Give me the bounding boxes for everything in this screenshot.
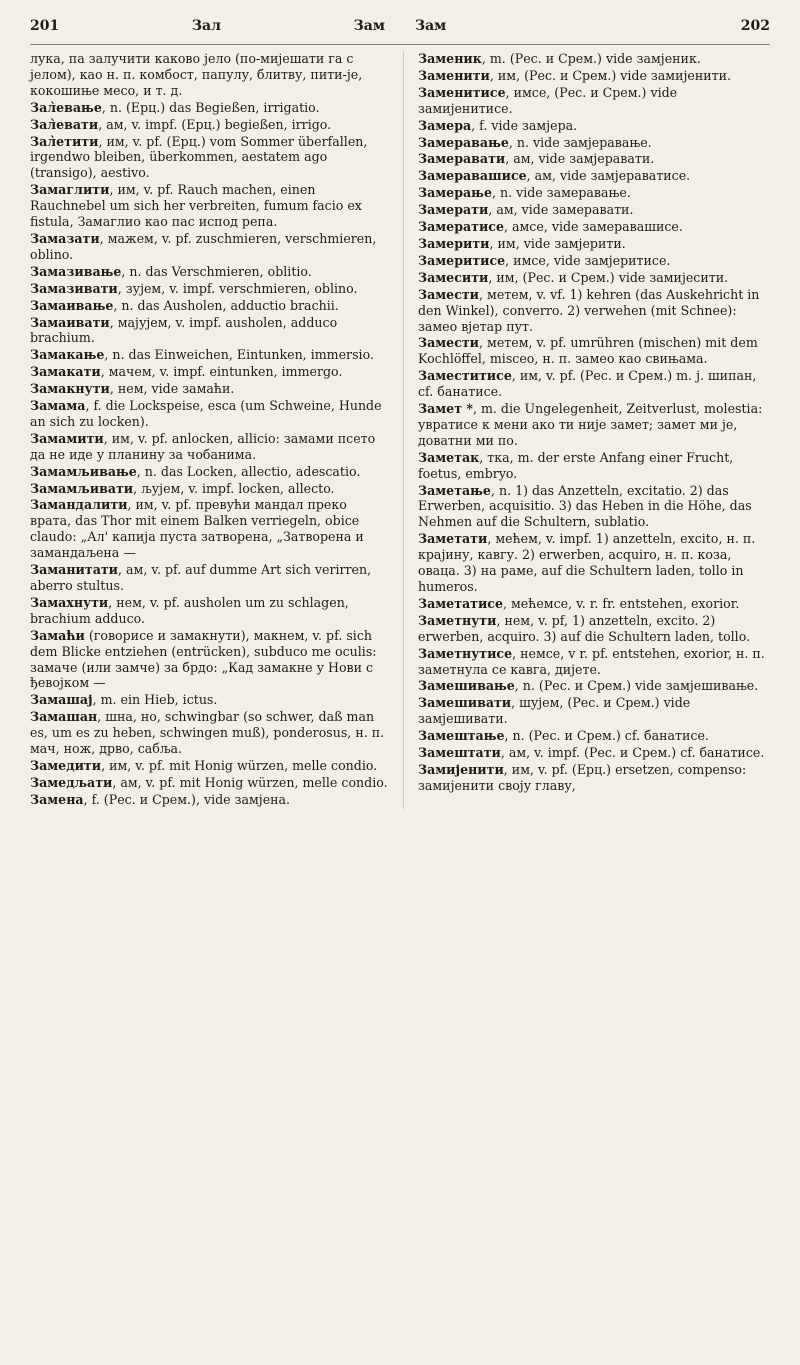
dictionary-entry: [30, 381, 390, 397]
dictionary-entry: [418, 678, 770, 694]
dictionary-entry: [418, 613, 770, 645]
entry-headword: Замеравање: [418, 134, 509, 150]
dictionary-entry: [418, 368, 770, 400]
entry-definition: , ам, vide замјераватисе.: [526, 168, 691, 184]
dictionary-entry: [30, 315, 390, 347]
entry-headword: Замашан: [30, 709, 98, 725]
dictionary-entry: [30, 431, 390, 463]
entry-definition: , n. (Рес. и Срем.) cf. банатисе.: [504, 728, 709, 744]
entry-headword: Замаивати: [30, 314, 110, 330]
entry-headword: Замести: [418, 286, 480, 302]
entry-definition: , немсе, v r. pf. entstehen, exorior, н. п. заметнула се кавга, дијете.: [418, 645, 765, 677]
dictionary-entry: [30, 117, 390, 133]
entry-headword: Заметнути: [418, 612, 497, 628]
entry-definition: , нем, vide замаћи.: [109, 381, 235, 397]
entry-headword: Замести: [418, 335, 480, 351]
entry-definition: , имсе, vide замјеритисе.: [505, 252, 671, 268]
dictionary-entry: [30, 298, 390, 314]
dictionary-entry: [418, 68, 770, 84]
dictionary-entry: [30, 281, 390, 297]
entry-headword: Заместитисе: [418, 368, 512, 384]
entry-definition: , n. vide замјеравање.: [508, 134, 652, 150]
dictionary-entry: [418, 596, 770, 612]
dictionary-entry: [418, 762, 770, 794]
dictionary-entry: [418, 270, 770, 286]
entry-definition: , ам, v. impf. (Рес. и Срем.) cf. банатисе.: [500, 745, 765, 761]
dictionary-entry: [418, 168, 770, 184]
entry-definition: , метем, v. vf. 1) kehren (das Auskehricht in den Winkel), converro. 2) verwehen (mit Schnee): замео вјетар пут.: [418, 286, 760, 334]
entry-headword: Заменити: [418, 67, 490, 83]
dictionary-entry: [30, 364, 390, 380]
entry-definition: , n. das Ausholen, adductio brachii.: [113, 297, 339, 313]
entry-definition: , им, v. pf. превући мандал преко врата, das Thor mit einem Balken verriegeln, obice claudo: „Ал' капија пуста затворена, „Затворена и замандаљена —: [30, 497, 364, 561]
entry-definition: , нем, v. pf. ausholen um zu schlagen, brachium adduco.: [30, 594, 349, 626]
entry-definition: , им, v. pf. mit Honig würzen, melle condio.: [101, 757, 378, 773]
entry-definition: , n. 1) das Anzetteln, excitatio. 2) das Erwerben, acquisitio. 3) das Heben in die Höhe, das Nehmen auf die Schultern, sublatio.: [418, 482, 752, 530]
entry-definition: , f. (Рес. и Срем.), vide замјена.: [83, 791, 291, 807]
entry-definition: , метем, v. pf. umrühren (mischen) mit dem Kochlöffel, misceo, н. п. замео као свињама.: [418, 335, 758, 367]
entry-headword: Замаћи: [30, 627, 85, 643]
entry-definition: , ам, v. impf. (Ерц.) begießen, irrigo.: [98, 116, 332, 132]
entry-headword: Замијенити: [418, 761, 504, 777]
entry-definition: , ам, v. pf. mit Honig würzen, melle condio.: [112, 774, 388, 790]
entry-definition: , амсе, vide замеравашисе.: [504, 219, 683, 235]
entry-headword: Замешивање: [418, 678, 515, 694]
entry-definition: , мачем, v. impf. eintunken, immergo.: [100, 364, 343, 380]
entry-definition: , мећем, v. impf. 1) anzetteln, excito, н. п. крајину, кавгу. 2) erwerben, acquiro, н. п. коза, оваца. 3) на раме, auf die Schultern laden, tollo in humeros.: [418, 531, 756, 594]
left-header: [30, 18, 385, 34]
entry-headword: Заметнутисе: [418, 645, 513, 661]
entry-headword: Зал̀етити: [30, 133, 99, 149]
entry-headword: Заменик: [418, 51, 482, 66]
dictionary-entry: [30, 347, 390, 363]
entry-headword: Заметатисе: [418, 595, 503, 611]
entry-definition: , тка, m. der erste Anfang einer Frucht, foetus, embryo.: [418, 449, 734, 481]
dictionary-entry: [418, 450, 770, 482]
entry-headword: Замерање: [418, 185, 492, 201]
entry-headword: Замамљивати: [30, 480, 134, 496]
dictionary-entry: [30, 100, 390, 116]
entry-headword: Замет *: [418, 401, 473, 417]
entry-headword: Замеритисе: [418, 252, 506, 268]
entry-definition: , љујем, v. impf. locken, allecto.: [133, 480, 335, 496]
dictionary-entry: [418, 219, 770, 235]
entry-definition: , n. das Locken, allectio, adescatio.: [136, 463, 361, 479]
entry-definition: , им, v. pf. (Рес. и Срем.) m. j. шипан, cf. банатисе.: [418, 368, 757, 400]
right-page-number: 202: [740, 18, 770, 34]
dictionary-entry: [30, 792, 390, 808]
dictionary-entry: [30, 231, 390, 263]
dictionary-entry: [30, 628, 390, 692]
entry-headword: Замакање: [30, 347, 105, 363]
entry-headword: Замедљати: [30, 774, 113, 790]
dictionary-entry: [30, 775, 390, 791]
right-column: [403, 51, 770, 809]
dictionary-entry: [418, 135, 770, 151]
dictionary-entry: [418, 531, 770, 595]
dictionary-entry: [418, 401, 770, 449]
entry-definition: , имсе, (Рес. и Срем.) vide замијенитисе.: [418, 84, 678, 116]
entry-definition: , f. die Lockspeise, esca (um Schweine, Hunde an sich zu locken).: [30, 398, 382, 429]
entry-definition: , m. die Ungelegenheit, Zeitverlust, molestia: увратисе к мени ако ти није замет; замет ми је, доватни ми по.: [418, 401, 763, 448]
entry-headword: Замера: [418, 117, 472, 133]
dictionary-entry: [418, 118, 770, 134]
entry-definition: , n. (Рес. и Срем.) vide замјешивање.: [514, 678, 759, 694]
dictionary-entry: [418, 51, 770, 67]
entry-definition: , им, v. pf. (Ерц.) vom Sommer überfallen, irgendwo bleiben, überkommen, aestatem ago (transigo), aestivo.: [30, 133, 368, 181]
entry-headword: Замакнути: [30, 381, 110, 397]
dictionary-entry: [418, 646, 770, 678]
dictionary-entry: [418, 483, 770, 531]
entry-headword: Замеравати: [418, 151, 506, 167]
dictionary-entry: [418, 151, 770, 167]
entry-definition: , ам, vide замјеравати.: [505, 151, 655, 167]
entry-definition: (говорисе и замакнути), макнем, v. pf. sich dem Blicke entziehen (entrücken), subduco me oculis: замаче (или замче) за брдо: „Кад замакне у Нови с ђевојком —: [30, 627, 377, 691]
entry-headword: Замештати: [418, 745, 501, 761]
entry-definition: , зујем, v. impf. verschmieren, oblino.: [117, 280, 358, 296]
left-guide-word-2: Зам: [353, 18, 385, 34]
dictionary-entry: [418, 253, 770, 269]
dictionary-entry: [418, 728, 770, 744]
entry-headword: Замамљивање: [30, 463, 137, 479]
entry-definition: , шујем, (Рес. и Срем.) vide замјешивати.: [418, 695, 691, 727]
entry-headword: Замесити: [418, 269, 489, 285]
entry-headword: Заметати: [418, 531, 488, 547]
dictionary-entry: [418, 85, 770, 117]
dictionary-entry: [30, 51, 390, 99]
right-guide-word: Зам: [415, 18, 447, 34]
dictionary-entry: [30, 497, 390, 561]
entry-headword: Заменитисе: [418, 84, 506, 100]
dictionary-entry: [30, 464, 390, 480]
entry-headword: Замазивање: [30, 263, 122, 279]
entry-definition: , n. das Einweichen, Eintunken, immersio.: [104, 347, 374, 363]
entry-definition: , им, v. pf. Rauch machen, einen Rauchnebel um sich her verbreiten, fumum facio ex fistula, Замаглио као пас испод репа.: [30, 182, 362, 230]
entry-headword: Замандалити: [30, 497, 128, 513]
dictionary-entry: [30, 595, 390, 627]
entry-headword: Замедити: [30, 757, 102, 773]
dictionary-entry: [418, 745, 770, 761]
left-column: [30, 51, 390, 809]
entry-definition: , мећемсе, v. r. fr. entstehen, exorior.: [502, 595, 740, 611]
entry-headword: Заметак: [418, 449, 480, 465]
dictionary-entry: [418, 695, 770, 727]
entry-headword: Замештање: [418, 728, 505, 744]
entry-definition: , ам, vide замеравати.: [488, 202, 634, 218]
entry-headword: Замакати: [30, 364, 101, 380]
entry-headword: Зал̀евати: [30, 116, 99, 132]
entry-columns: [30, 51, 770, 809]
entry-definition: , нем, v. pf, 1) anzetteln, excito. 2) erwerben, acquiro. 3) auf die Schultern laden, tollo.: [418, 612, 751, 644]
entry-headword: Замамити: [30, 430, 104, 446]
entry-definition: , ам, v. pf. auf dumme Art sich verirren, aberro stultus.: [30, 562, 372, 593]
entry-headword: Замашај: [30, 692, 93, 708]
entry-definition: , шна, но, schwingbar (so schwer, daß man es, um es zu heben, schwingen muß), ponderosus, н. п. мач, нож, дрво, сабља.: [30, 709, 385, 757]
dictionary-entry: [30, 264, 390, 280]
entry-definition: , мајујем, v. impf. ausholen, adduco brachium.: [30, 314, 338, 346]
entry-headword: Замазати: [30, 230, 100, 246]
dictionary-entry: [30, 709, 390, 757]
entry-definition: , им, v. pf. anlocken, allicio: замами псето да не иде у планину за чобанима.: [30, 430, 376, 462]
entry-definition: , им, (Рес. и Срем.) vide замијенити.: [489, 67, 732, 83]
right-header: [415, 18, 770, 34]
page-header: [30, 18, 770, 45]
entry-definition: , им, (Рес. и Срем.) vide замијесити.: [488, 269, 729, 285]
dictionary-entry: [418, 202, 770, 218]
entry-definition: , f. vide замјера.: [471, 117, 578, 133]
entry-headword: Замератисе: [418, 219, 504, 235]
entry-definition: , n. (Ерц.) das Begießen, irrigatio.: [101, 99, 320, 115]
dictionary-entry: [30, 692, 390, 708]
dictionary-entry: [30, 481, 390, 497]
entry-headword: Замаглити: [30, 182, 110, 198]
dictionary-entry: [418, 287, 770, 335]
dictionary-entry: [30, 134, 390, 182]
entry-headword: Замерити: [418, 235, 490, 251]
left-page-number: 201: [30, 18, 60, 34]
entry-definition: , n. vide замеравање.: [491, 185, 631, 201]
entry-headword: Замерати: [418, 202, 489, 218]
left-guide-word-1: Зал: [191, 18, 221, 34]
entry-headword: Замаивање: [30, 297, 114, 313]
dictionary-entry: [30, 758, 390, 774]
entry-headword: Замахнути: [30, 594, 109, 610]
dictionary-entry: [418, 335, 770, 367]
dictionary-entry: [30, 398, 390, 430]
entry-definition: , m. ein Hieb, ictus.: [92, 692, 218, 708]
entry-definition: , n. das Verschmieren, oblitio.: [121, 263, 312, 279]
dictionary-entry: [418, 236, 770, 252]
dictionary-entry: [30, 182, 390, 230]
entry-headword: Замазивати: [30, 280, 118, 296]
entry-definition: , мажем, v. pf. zuschmieren, verschmieren, oblino.: [30, 230, 377, 262]
entry-definition: лука, па залучити каково јело (по-мијешати га с јелом), као н. п. комбост, папулу, блитву, пити-је, кокошиње месо, и т. д.: [30, 51, 363, 98]
entry-headword: Замешивати: [418, 695, 512, 711]
entry-headword: Заманитати: [30, 562, 119, 578]
entry-definition: , им, vide замјерити.: [489, 235, 626, 251]
entry-headword: Зал̀евање: [30, 99, 102, 115]
dictionary-entry: [30, 562, 390, 594]
dictionary-entry: [418, 185, 770, 201]
entry-headword: Замена: [30, 791, 84, 807]
entry-headword: Заметање: [418, 482, 491, 498]
entry-definition: , им, v. pf. (Ерц.) ersetzen, compenso: замијенити своју главу,: [418, 761, 747, 793]
entry-definition: , m. (Рес. и Срем.) vide замјеник.: [481, 51, 701, 66]
entry-headword: Замама: [30, 398, 86, 414]
entry-headword: Замеравашисе: [418, 168, 527, 184]
